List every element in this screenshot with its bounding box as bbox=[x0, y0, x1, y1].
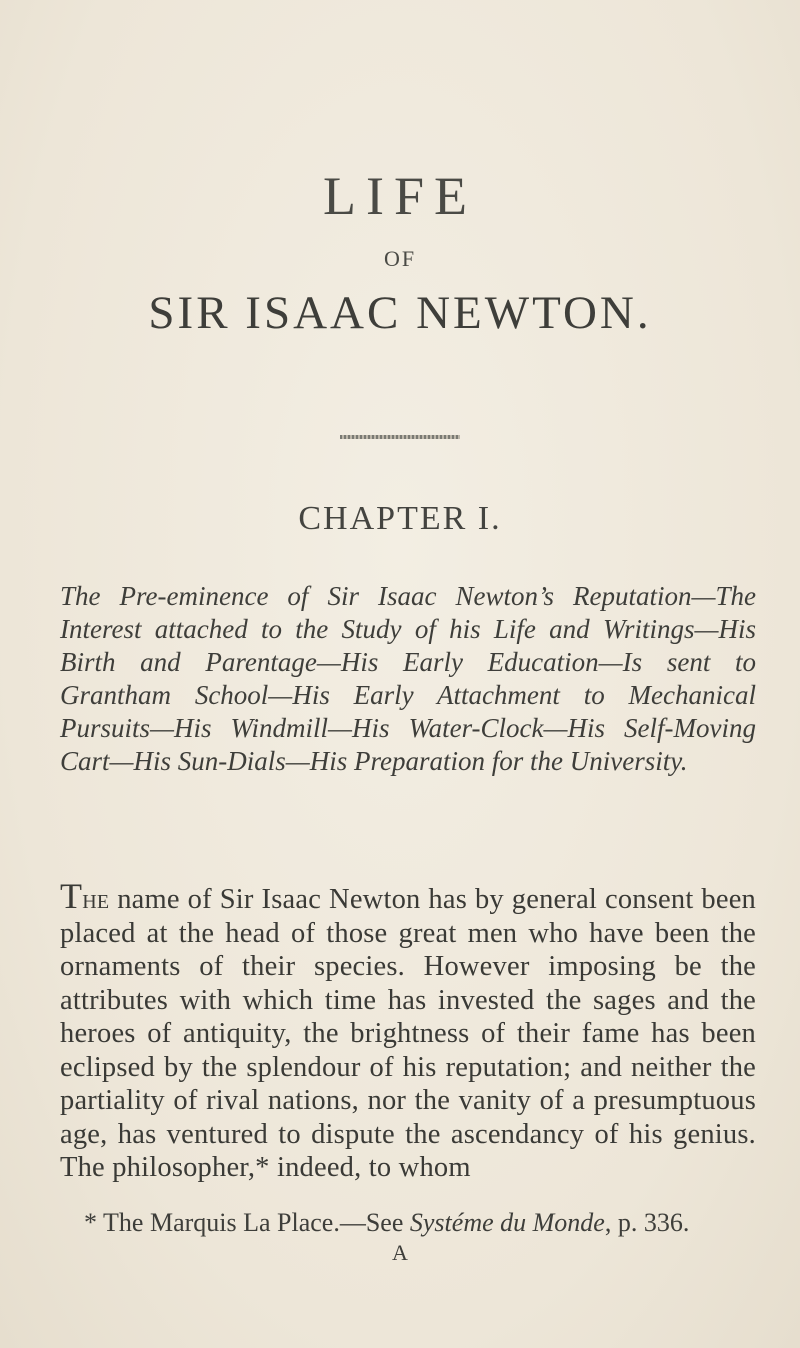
drop-cap: T bbox=[60, 876, 83, 916]
lead-small-caps: he bbox=[82, 884, 110, 915]
chapter-synopsis: The Pre-eminence of Sir Isaac Newton’s Reputation—The Interest attached to the Study of his Life and Writings—His Birth and Parentage—His Early Education—Is sent to Grantham School—His Early Attachment to Mechanical Pursuits—His Windmill—His Water-Clock—His Self-Moving Cart—His Sun-Dials—His Preparation for the University. bbox=[60, 581, 756, 776]
footnote-book-title: Systéme du Monde bbox=[409, 1208, 605, 1237]
footnote-suffix: , p. 336. bbox=[604, 1208, 690, 1237]
footnote bbox=[84, 1208, 784, 1238]
title-life: LIFE bbox=[323, 166, 477, 226]
decorative-rule bbox=[340, 435, 460, 439]
footnote-prefix: * The Marquis La Place.—See bbox=[84, 1208, 410, 1237]
body-paragraph bbox=[60, 876, 756, 1185]
title-of: OF bbox=[383, 246, 417, 271]
chapter-heading: CHAPTER I. bbox=[298, 500, 502, 537]
title-subject-name: SIR ISAAC NEWTON. bbox=[148, 287, 652, 339]
paragraph-text: name of Sir Isaac Newton has by general consent been placed at the head of those great men who have been the ornaments of their species. However imposing be the attributes with which time has invested the sages and the heroes of antiquity, the brightness of their fame has been eclipsed by the splendour of his reputation; and neither the partiality of rival nations, nor the vanity of a presumptuous age, has ventured to dispute the ascendancy of his genius. The philosopher,* indeed, to whom bbox=[60, 884, 756, 1183]
signature-mark: A bbox=[392, 1240, 408, 1265]
